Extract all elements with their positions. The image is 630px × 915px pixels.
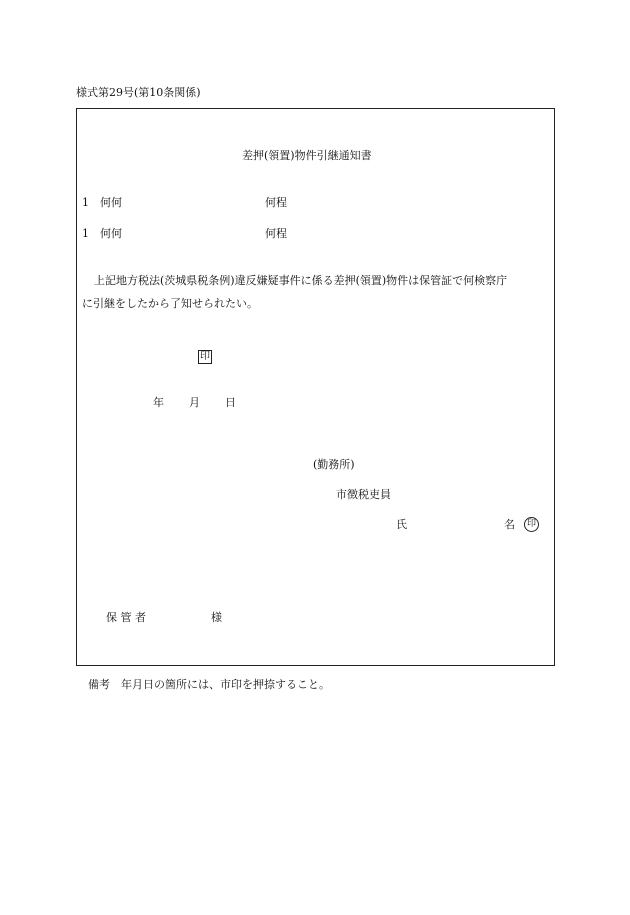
name-label: 氏 [396,518,407,531]
date-month: 月 [189,396,200,409]
document-title: 差押(領置)物件引継通知書 [242,149,372,162]
body-text-line-1: 上記地方税法(茨城県税条例)違反嫌疑事件に係る差押(領置)物件は保管証で何検察庁 [94,274,508,287]
seal-circle-mark [524,517,539,532]
office-label: (勤務所) [313,458,355,471]
item-name-2: 何何 [100,227,122,240]
item-quantity-2: 何程 [265,227,287,240]
official-title: 市徴税吏員 [336,488,391,501]
name-suffix: 名 [504,518,515,531]
body-text-line-2: に引継をしたから了知せられたい。 [82,297,258,310]
date-day: 日 [225,396,236,409]
seal-square-mark [198,350,212,364]
remarks-note: 備考 年月日の箇所には、市印を押捺すること。 [88,678,330,691]
form-label: 様式第29号(第10条関係) [76,86,201,99]
custodian-label: 保 管 者 [106,611,146,624]
date-year: 年 [153,396,164,409]
item-number-2: 1 [82,227,89,240]
item-quantity-1: 何程 [265,196,287,209]
document-frame [76,108,555,666]
item-name-1: 何何 [100,196,122,209]
honorific: 様 [211,611,222,624]
item-number-1: 1 [82,196,89,209]
seal-square-text: 印 [200,351,210,362]
seal-circle-text: 印 [524,517,539,532]
